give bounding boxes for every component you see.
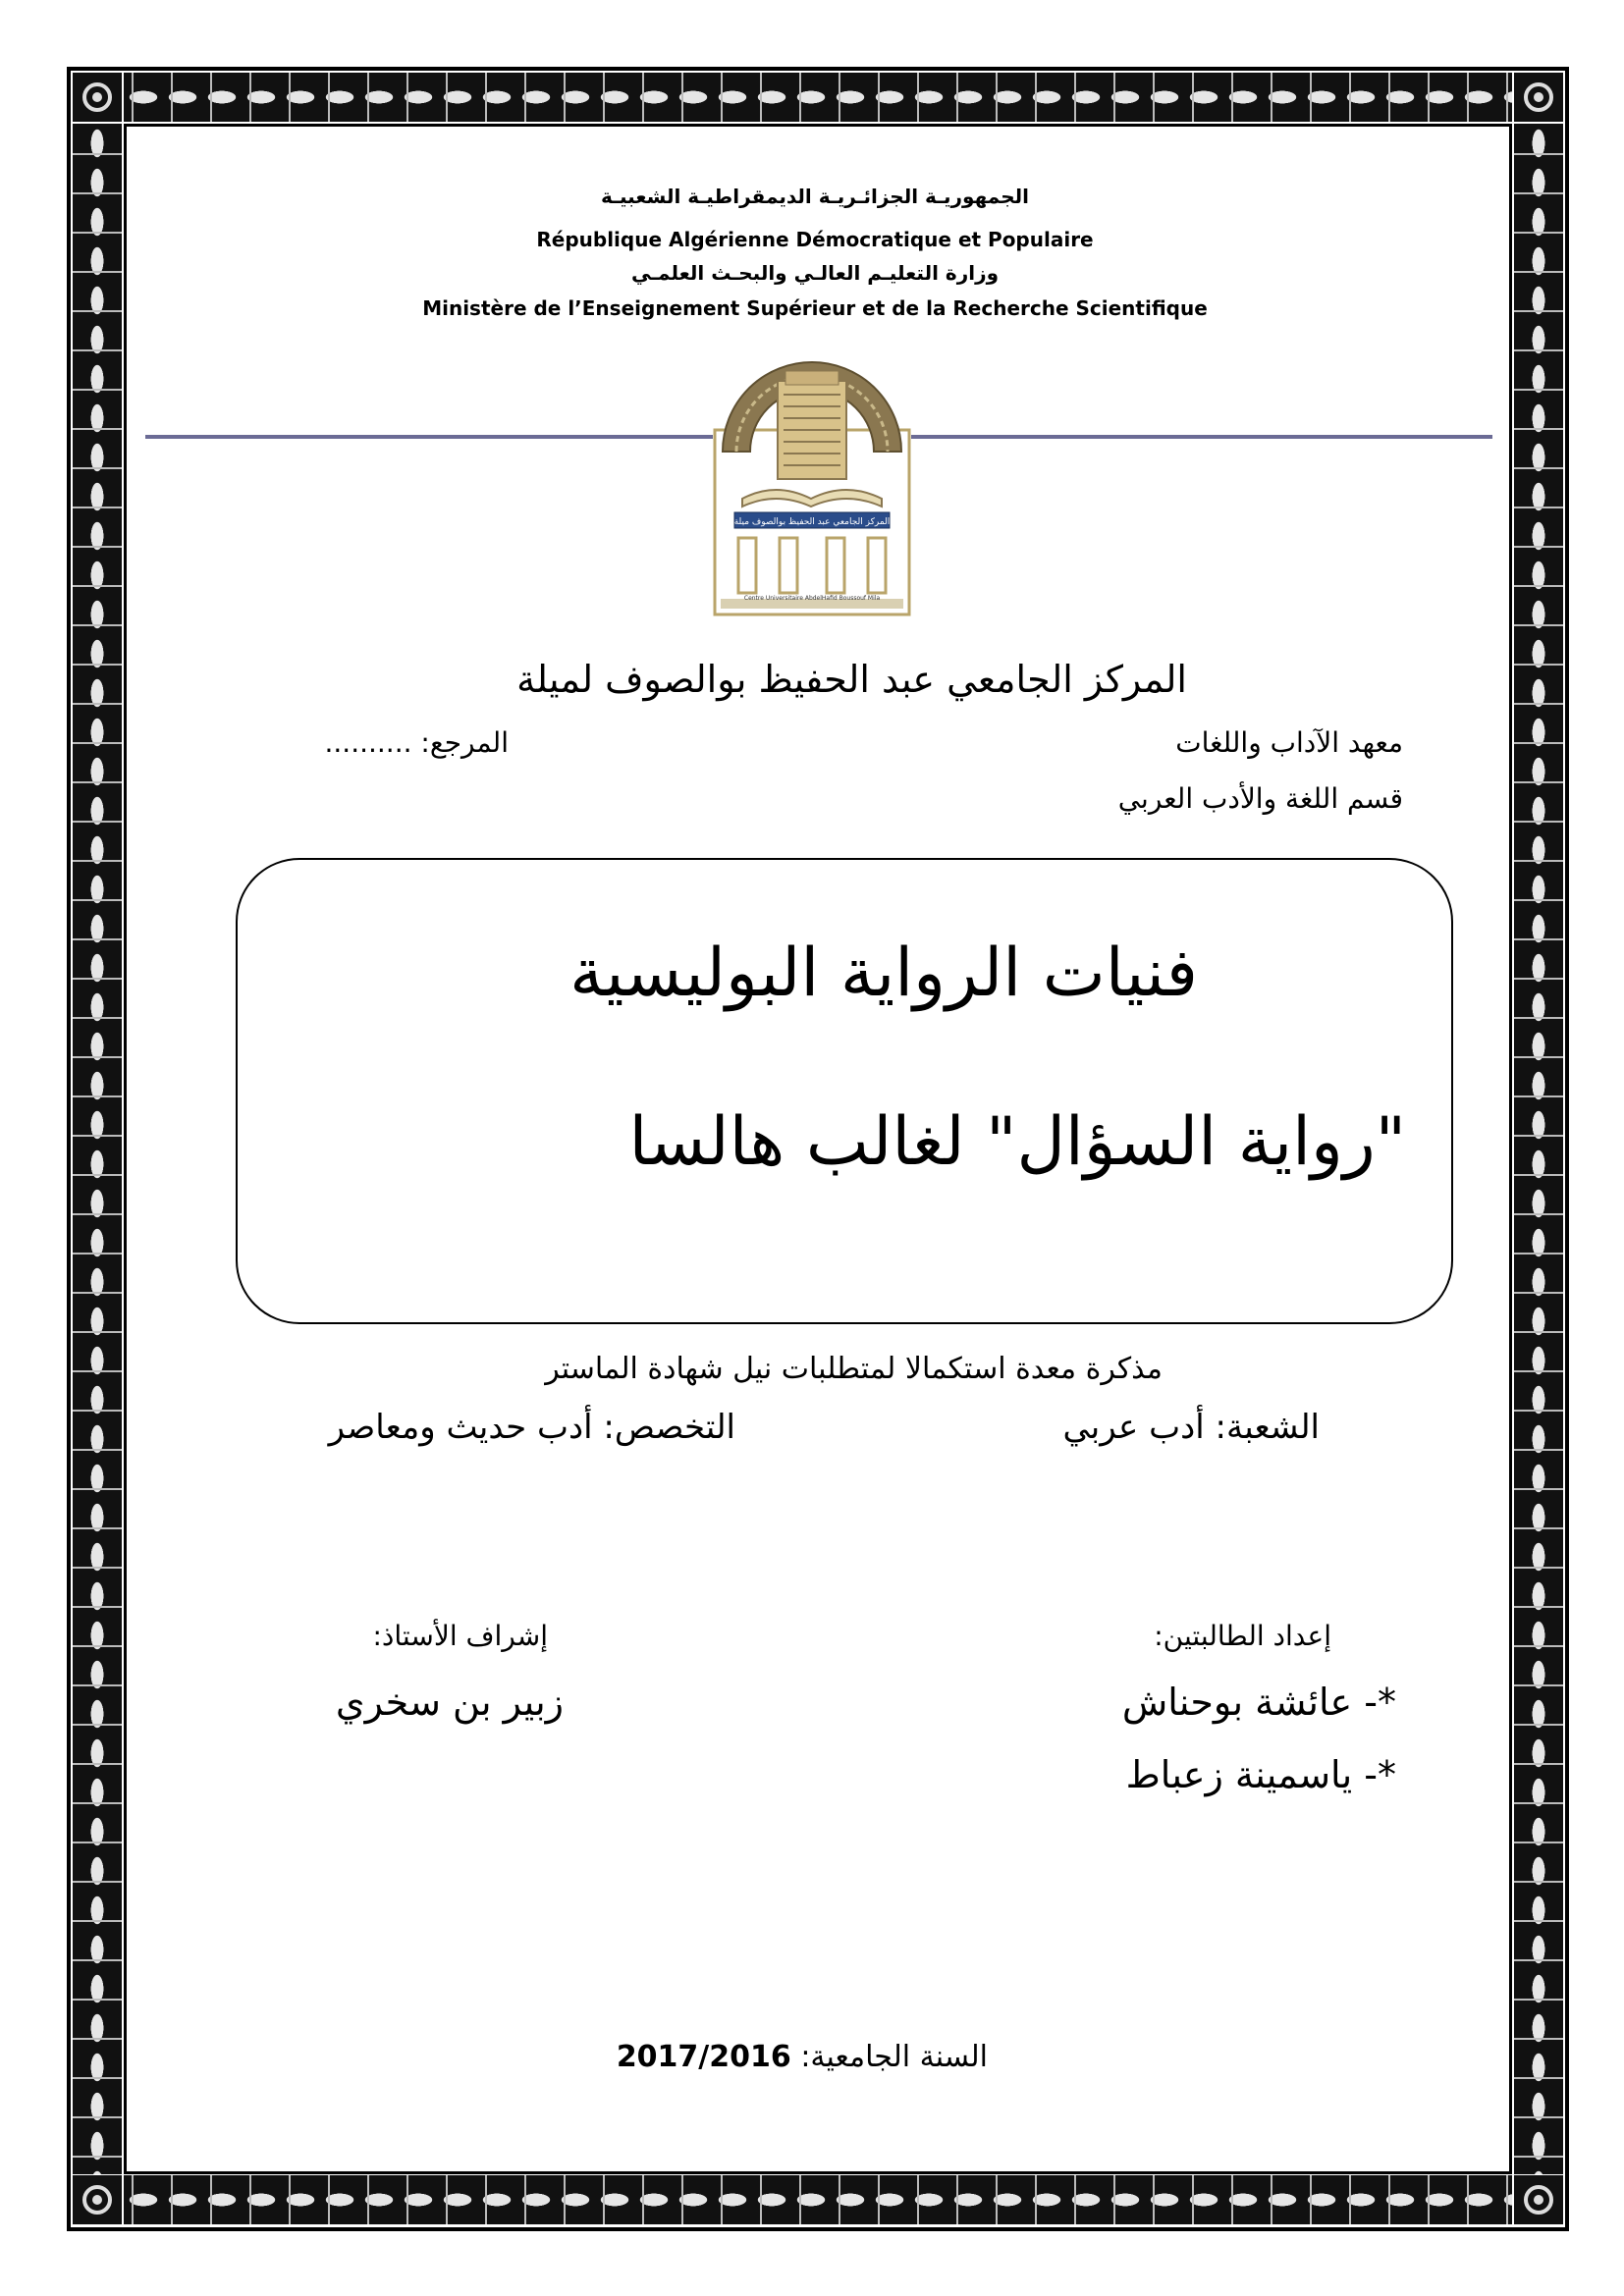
svg-text:المركز الجامعي عبد الحفيظ بوال: المركز الجامعي عبد الحفيظ بوالصوف ميلة [733,517,891,527]
corner-ornament-icon [1514,73,1563,122]
specialization-label: التخصص: أدب حديث ومعاصر [328,1408,735,1447]
thesis-subtitle: "رواية السؤال" لغالب هالسا [628,1103,1406,1181]
ornament-band-left [73,124,122,2174]
institution-name: المركز الجامعي عبد الحفيظ بوالصوف لميلة [516,658,1187,701]
divider-left [145,435,713,439]
corner-ornament-icon [1514,2175,1563,2224]
prepared-by-label: إعداد الطالبتين: [1154,1620,1331,1652]
title-box [236,858,1453,1324]
branch-label: الشعبة: أدب عربي [1062,1408,1320,1447]
institute-name: معهد الآداب واللغات [1175,726,1403,759]
ornament-band-bottom [124,2175,1512,2224]
thesis-title: فنيات الرواية البوليسية [569,934,1198,1012]
header-republic-arabic: الجمهوريـة الجزائـريـة الديمقراطيـة الشعبيـة [601,185,1029,208]
ornament-band-top [124,73,1512,122]
academic-year [617,2040,988,2074]
reference-label: المرجع: .......... [324,726,509,759]
header-republic-french: République Algérienne Démocratique et Populaire [536,228,1094,251]
header-ministry-arabic: وزارة التعليـم العالـي والبحـث العلمـي [630,261,1000,285]
student-name: *- ياسمينة زعباط [1125,1753,1396,1796]
corner-ornament-icon [73,2175,122,2224]
header-ministry-french: Ministère de l’Enseignement Supérieur et de la Recherche Scientifique [422,296,1208,320]
supervisor-name: زبير بن سخري [335,1681,564,1724]
department-name: قسم اللغة والأدب العربي [1117,782,1403,815]
academic-year-value: 2017/2016 [616,2040,791,2074]
ornament-band-right [1514,124,1563,2174]
divider-right [911,435,1492,439]
student-name: *- عائشة بوحناش [1121,1681,1396,1724]
supervisor-label: إشراف الأستاذ: [372,1620,548,1652]
logo-caption: Centre Universitaire AbdelHafid Boussouf Mila [743,595,881,602]
university-logo [713,334,911,616]
thesis-purpose: مذكرة معدة استكمالا لمتطلبات نيل شهادة الماستر [545,1352,1163,1386]
corner-ornament-icon [73,73,122,122]
academic-year-label: السنة الجامعية: [800,2040,988,2074]
